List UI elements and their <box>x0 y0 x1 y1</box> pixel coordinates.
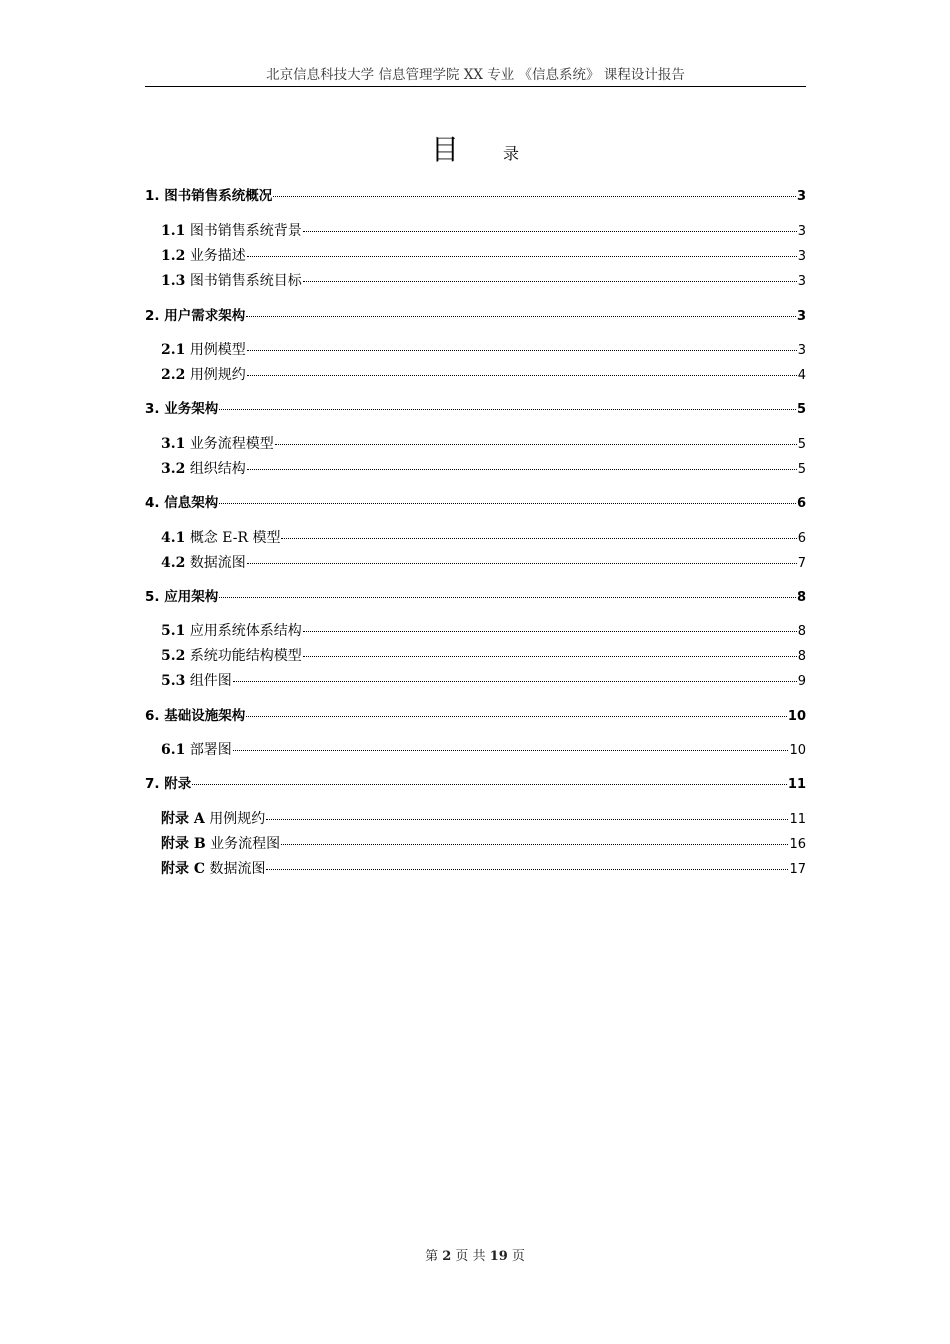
toc-entry-label: 用例规约 <box>189 367 246 383</box>
toc-entry-page: 8 <box>797 649 806 664</box>
toc-entry-title <box>145 493 218 513</box>
toc-entry-title <box>145 706 245 726</box>
toc-entry-number: 1.1 <box>161 223 186 239</box>
toc-entry-page: 3 <box>797 224 806 239</box>
toc-entry-title <box>161 834 280 854</box>
toc-entry-section[interactable] <box>145 620 806 642</box>
toc-entry-page: 6 <box>797 531 806 546</box>
toc-entry-section[interactable] <box>145 739 806 761</box>
toc-dot-leader <box>233 667 797 682</box>
toc-entry-title <box>161 459 246 479</box>
toc-entry-label: 信息架构 <box>164 495 219 511</box>
toc-entry-label: 用例规约 <box>209 811 266 827</box>
toc-entry-label: 业务描述 <box>189 248 246 264</box>
toc-title-char1: 目 <box>430 133 459 166</box>
toc-entry-title <box>161 271 302 291</box>
toc-entry-section[interactable] <box>145 645 806 667</box>
toc-entry-title <box>145 186 272 206</box>
toc-entry-number: 4.2 <box>161 555 186 571</box>
toc-entry-title <box>161 553 246 573</box>
footer-prefix: 第 <box>425 1249 439 1264</box>
toc-dot-leader <box>219 489 796 504</box>
toc-entry-number: 1.3 <box>161 273 186 289</box>
toc-entry-title <box>161 246 246 266</box>
footer-current-page: 2 <box>442 1249 452 1264</box>
toc-entry-label: 业务流程图 <box>210 836 281 852</box>
toc-entry-number: 4.1 <box>161 530 186 546</box>
toc-entry-page: 16 <box>789 837 806 852</box>
toc-entry-label: 图书销售系统概况 <box>164 188 273 204</box>
toc-entry-page: 3 <box>797 249 806 264</box>
toc-entry-title <box>145 306 245 326</box>
toc-entry-number: 3.1 <box>161 436 186 452</box>
toc-entry-page: 17 <box>789 862 806 877</box>
toc-entry-label: 附录 <box>164 776 192 792</box>
footer-suffix: 页 <box>511 1249 525 1264</box>
toc-entry-title <box>161 646 302 666</box>
toc-dot-leader <box>266 805 788 820</box>
toc-entry-title <box>161 671 232 691</box>
toc-entry-page: 5 <box>796 402 806 417</box>
toc-dot-leader <box>247 549 797 564</box>
toc-entry-title <box>145 399 218 419</box>
page-footer <box>0 1248 950 1266</box>
toc-entry-label: 图书销售系统目标 <box>189 273 302 289</box>
toc-dot-leader <box>303 217 797 232</box>
toc-dot-leader <box>247 455 797 470</box>
toc-entry-label: 用户需求架构 <box>164 308 246 324</box>
toc-entry-page: 3 <box>797 274 806 289</box>
toc-dot-leader <box>266 855 788 870</box>
page-header <box>145 66 806 87</box>
toc-entry-title <box>161 434 274 454</box>
toc-entry-label: 数据流图 <box>209 861 266 877</box>
toc-entry-number: 5.3 <box>161 673 186 689</box>
toc-entry-section[interactable] <box>145 433 806 455</box>
toc-dot-leader <box>247 361 797 376</box>
toc-entry-number: 3. <box>145 401 160 417</box>
toc-dot-leader <box>303 617 797 632</box>
toc-entry-page: 11 <box>789 812 806 827</box>
toc-entry-number: 6. <box>145 708 160 724</box>
toc-entry-label: 用例模型 <box>189 342 246 358</box>
toc-entry-page: 5 <box>797 462 806 477</box>
toc-entry-label: 部署图 <box>189 742 232 758</box>
toc-entry-label: 图书销售系统背景 <box>189 223 302 239</box>
toc-entry-page: 10 <box>789 743 806 758</box>
toc-entry-number: 7. <box>145 776 160 792</box>
toc-entry-title <box>161 809 265 829</box>
toc-entry-chapter[interactable] <box>145 492 806 514</box>
toc-entry-title <box>161 621 302 641</box>
toc-entry-number: 1. <box>145 188 160 204</box>
toc-entry-number: 5. <box>145 589 160 605</box>
toc-dot-leader <box>233 736 789 751</box>
toc-entry-section[interactable] <box>145 858 806 880</box>
toc-entry-title <box>145 587 218 607</box>
toc-entry-page: 9 <box>797 674 806 689</box>
toc-entry-page: 8 <box>797 624 806 639</box>
toc-entry-page: 3 <box>797 343 806 358</box>
toc-entry-title <box>161 340 246 360</box>
toc-dot-leader <box>219 395 796 410</box>
toc-entry-label: 组织结构 <box>189 461 246 477</box>
toc-dot-leader <box>246 702 787 717</box>
toc-entry-title <box>161 528 280 548</box>
toc-entry-page: 11 <box>787 777 806 792</box>
toc-dot-leader <box>219 583 796 598</box>
toc-entry-chapter[interactable] <box>145 586 806 608</box>
toc-entry-number: 5.2 <box>161 648 186 664</box>
toc-dot-leader <box>281 524 796 539</box>
toc-entry-chapter[interactable] <box>145 185 806 207</box>
toc-entry-title <box>161 740 232 760</box>
toc-entry-title <box>161 859 265 879</box>
toc-entry-section[interactable] <box>145 458 806 480</box>
toc-entry-page: 4 <box>797 368 806 383</box>
toc-entry-page: 8 <box>796 590 806 605</box>
toc-dot-leader <box>192 770 787 785</box>
toc-entry-page: 5 <box>797 437 806 452</box>
toc-entry-number: 3.2 <box>161 461 186 477</box>
footer-middle: 页 共 <box>455 1249 486 1264</box>
toc-entry-number: 2.2 <box>161 367 186 383</box>
toc-entry-number: 4. <box>145 495 160 511</box>
toc-entry-number: 附录 A <box>161 811 205 827</box>
toc-entry-section[interactable] <box>145 270 806 292</box>
toc-entry-page: 3 <box>796 189 806 204</box>
toc-entry-number: 附录 B <box>161 836 206 852</box>
toc-entry-section[interactable] <box>145 364 806 386</box>
toc-entry-section[interactable] <box>145 552 806 574</box>
toc-entry-label: 应用架构 <box>164 589 219 605</box>
toc-entry-section[interactable] <box>145 670 806 692</box>
toc-title <box>0 132 950 172</box>
toc-dot-leader <box>303 642 797 657</box>
toc-entry-label: 概念 E-R 模型 <box>189 530 281 546</box>
toc-dot-leader <box>281 830 788 845</box>
toc-entry-label: 组件图 <box>189 673 232 689</box>
toc-entry-section[interactable] <box>145 245 806 267</box>
toc-entry-number: 5.1 <box>161 623 186 639</box>
toc-entry-chapter[interactable] <box>145 305 806 327</box>
toc-entry-title <box>145 774 191 794</box>
toc-dot-leader <box>247 242 797 257</box>
toc-entry-number: 附录 C <box>161 861 206 877</box>
toc-entry-number: 2.1 <box>161 342 186 358</box>
toc-entry-page: 3 <box>796 309 806 324</box>
toc-entry-title <box>161 221 302 241</box>
toc-entry-page: 10 <box>787 709 806 724</box>
toc-dot-leader <box>275 430 797 445</box>
toc-entry-label: 数据流图 <box>189 555 246 571</box>
toc-entry-label: 系统功能结构模型 <box>189 648 302 664</box>
toc-entry-label: 业务架构 <box>164 401 219 417</box>
toc-entry-section[interactable] <box>145 833 806 855</box>
toc-dot-leader <box>247 336 797 351</box>
toc-entry-title <box>161 365 246 385</box>
footer-total-pages: 19 <box>489 1249 508 1264</box>
toc-entry-section[interactable] <box>145 220 806 242</box>
toc-entry-page: 7 <box>797 556 806 571</box>
toc-entry-chapter[interactable] <box>145 705 806 727</box>
toc-entry-section[interactable] <box>145 808 806 830</box>
toc-entry-section[interactable] <box>145 339 806 361</box>
toc-entry-section[interactable] <box>145 527 806 549</box>
toc-entry-chapter[interactable] <box>145 773 806 795</box>
header-text: 北京信息科技大学 信息管理学院 XX 专业 《信息系统》 课程设计报告 <box>266 67 685 83</box>
toc-entry-label: 应用系统体系结构 <box>189 623 302 639</box>
toc-title-char2: 录 <box>503 144 520 163</box>
toc-entry-chapter[interactable] <box>145 398 806 420</box>
toc-entry-label: 基础设施架构 <box>164 708 246 724</box>
toc-dot-leader <box>246 302 796 317</box>
toc-entry-page: 6 <box>796 496 806 511</box>
toc-entry-number: 2. <box>145 308 160 324</box>
toc-dot-leader <box>273 182 796 197</box>
toc-entry-label: 业务流程模型 <box>189 436 274 452</box>
toc-entry-number: 1.2 <box>161 248 186 264</box>
toc-dot-leader <box>303 267 797 282</box>
toc-entry-number: 6.1 <box>161 742 186 758</box>
